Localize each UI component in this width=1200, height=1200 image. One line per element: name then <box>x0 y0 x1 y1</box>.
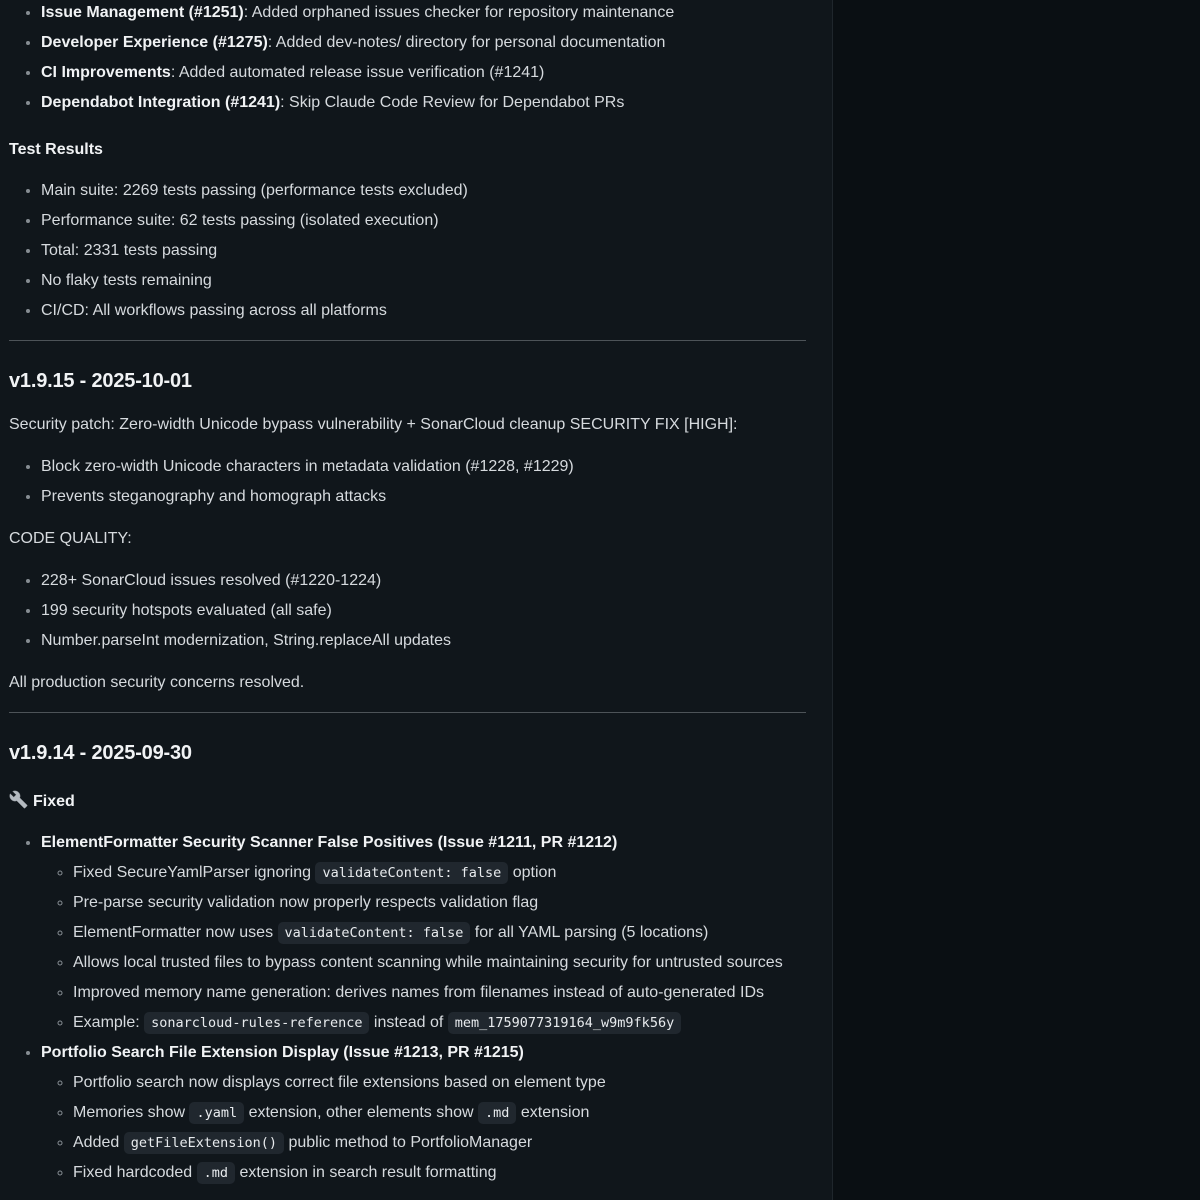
list-item <box>73 1070 806 1096</box>
text-run: Example: <box>73 1014 145 1031</box>
bullet-list <box>9 178 806 324</box>
text-run: Performance suite: 62 tests passing (isolated execution) <box>41 212 439 229</box>
list-item <box>41 238 806 264</box>
text-run: 228+ SonarCloud issues resolved (#1220-1224) <box>41 572 382 589</box>
bold-label: Developer Experience (#1275) <box>41 34 268 51</box>
text-run: public method to PortfolioManager <box>284 1134 533 1151</box>
text-run: Fixed hardcoded <box>73 1164 197 1181</box>
list-item <box>41 90 806 116</box>
bold-label: Portfolio Search File Extension Display (Issue #1213, PR #1215) <box>41 1044 524 1061</box>
list-item <box>41 178 806 204</box>
nested-bullet-list <box>41 1070 806 1186</box>
list-item <box>73 890 806 916</box>
list-item <box>73 1160 806 1186</box>
list-item <box>73 1130 806 1156</box>
bold-label: ElementFormatter Security Scanner False Positives (Issue #1211, PR #1212) <box>41 834 618 851</box>
bullet-list <box>9 0 806 116</box>
text-run: instead of <box>369 1014 448 1031</box>
list-item <box>41 454 806 480</box>
bold-label: Dependabot Integration (#1241) <box>41 94 281 111</box>
list-item <box>73 980 806 1006</box>
text-run: Memories show <box>73 1104 190 1121</box>
paragraph: Security patch: Zero-width Unicode bypass vulnerability + SonarCloud cleanup SECURITY FIX [HIGH]: <box>9 416 738 433</box>
list-item <box>73 920 806 946</box>
text-run: 199 security hotspots evaluated (all safe) <box>41 602 332 619</box>
text-run: for all YAML parsing (5 locations) <box>470 924 709 941</box>
text-run: Added <box>73 1134 124 1151</box>
text-run: Number.parseInt modernization, String.replaceAll updates <box>41 632 451 649</box>
bullet-list <box>9 830 806 1186</box>
text-run: extension, other elements show <box>244 1104 479 1121</box>
text-run: Allows local trusted files to bypass content scanning while maintaining security for untrusted sources <box>73 954 783 971</box>
text-run: CI/CD: All workflows passing across all platforms <box>41 302 387 319</box>
paragraph: All production security concerns resolved. <box>9 674 305 691</box>
text-run: : Skip Claude Code Review for Dependabot PRs <box>280 94 625 111</box>
list-item <box>41 484 806 510</box>
list-item <box>41 1040 806 1186</box>
inline-code: .md <box>197 1162 235 1184</box>
right-panel <box>833 0 1200 1200</box>
list-item <box>41 60 806 86</box>
bullet-list <box>9 454 806 510</box>
heading-text: v1.9.15 - 2025-10-01 <box>9 370 192 392</box>
text-run: Improved memory name generation: derives names from filenames instead of auto-generated IDs <box>73 984 765 1001</box>
bold-label: CI Improvements <box>41 64 171 81</box>
inline-code: getFileExtension() <box>124 1132 284 1154</box>
text-run: Fixed SecureYamlParser ignoring <box>73 864 316 881</box>
inline-code: sonarcloud-rules-reference <box>144 1012 369 1034</box>
section-heading <box>9 140 806 160</box>
inline-code: validateContent: false <box>278 922 471 944</box>
list-item <box>41 298 806 324</box>
version-heading <box>9 369 806 394</box>
list-item <box>73 950 806 976</box>
text-run: ElementFormatter now uses <box>73 924 278 941</box>
text-run: Block zero-width Unicode characters in metadata validation (#1228, #1229) <box>41 458 574 475</box>
section-divider <box>9 712 806 713</box>
inline-code: validateContent: false <box>315 862 508 884</box>
version-heading <box>9 741 806 766</box>
text-run: : Added dev-notes/ directory for personal documentation <box>267 34 666 51</box>
wrench-icon <box>9 790 28 809</box>
heading-text: Test Results <box>9 141 103 158</box>
list-item <box>41 30 806 56</box>
text-run: Portfolio search now displays correct file extensions based on element type <box>73 1074 606 1091</box>
bullet-list <box>9 568 806 654</box>
text-run: No flaky tests remaining <box>41 272 212 289</box>
bold-label: Issue Management (#1251) <box>41 4 244 21</box>
text-run: Main suite: 2269 tests passing (performance tests excluded) <box>41 182 468 199</box>
nested-bullet-list <box>41 860 806 1036</box>
heading-text: v1.9.14 - 2025-09-30 <box>9 742 192 764</box>
text-run: extension in search result formatting <box>235 1164 497 1181</box>
list-item <box>41 598 806 624</box>
list-item <box>73 1010 806 1036</box>
list-item <box>41 268 806 294</box>
list-item <box>41 568 806 594</box>
list-item <box>41 0 806 26</box>
list-item <box>41 208 806 234</box>
inline-code: mem_1759077319164_w9m9fk56y <box>448 1012 681 1034</box>
text-run: extension <box>516 1104 590 1121</box>
text-run: Prevents steganography and homograph attacks <box>41 488 387 505</box>
text-run: option <box>508 864 557 881</box>
list-item <box>41 830 806 1036</box>
inline-code: .md <box>478 1102 516 1124</box>
text-run: Total: 2331 tests passing <box>41 242 218 259</box>
text-run: : Added orphaned issues checker for repository maintenance <box>243 4 675 21</box>
list-item <box>41 628 806 654</box>
inline-code: .yaml <box>189 1102 244 1124</box>
heading-text: Fixed <box>33 793 75 810</box>
list-item <box>73 860 806 886</box>
text-run: Pre-parse security validation now properly respects validation flag <box>73 894 539 911</box>
list-item <box>73 1100 806 1126</box>
section-heading <box>9 790 806 812</box>
paragraph: CODE QUALITY: <box>9 530 132 547</box>
text-run: : Added automated release issue verification (#1241) <box>170 64 545 81</box>
section-divider <box>9 340 806 341</box>
